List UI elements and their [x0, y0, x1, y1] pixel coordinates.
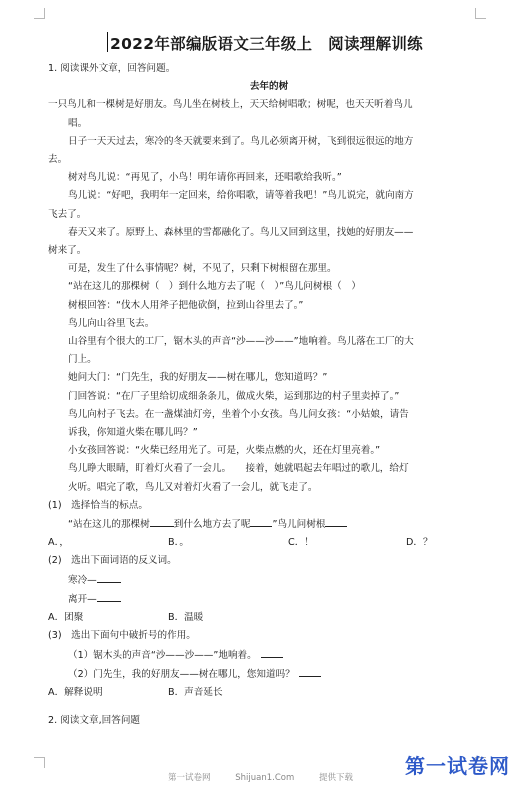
option-b[interactable]: B．。 [168, 537, 189, 549]
antonym-word: 离开— [68, 593, 97, 605]
page-corner-mark [34, 757, 45, 768]
option-row [48, 609, 490, 627]
antonym-word: 寒冷— [68, 574, 97, 586]
page-corner-mark [475, 8, 486, 19]
text-cursor [107, 32, 108, 52]
option-b[interactable]: B．声音延长 [168, 686, 223, 698]
passage-line: 春天又来了。原野上、森林里的雪都融化了。鸟儿又回到这里，找她的好朋友—— [68, 226, 414, 238]
passage-line: “站在这儿的那棵树（ ）到什么地方去了呢（ ）”鸟儿问树根（ ） [68, 281, 361, 293]
passage-line: 火听。唱完了歌，鸟儿又对着灯火看了一会儿，就飞走了。 [68, 481, 318, 493]
passage-line: 树来了。 [48, 245, 87, 257]
passage-title: 去年的树 [249, 81, 289, 93]
sentence-part: 到什么地方去了呢 [173, 519, 251, 531]
passage-line: 可是，发生了什么事情呢？树，不见了，只剩下树根留在那里。 [68, 263, 337, 275]
question-prompt: 1. 阅读课外文章，回答问题。 [48, 63, 176, 74]
passage-line: 鸟儿说：“好吧，我明年一定回来，给你唱歌，请等着我吧！”鸟儿说完，就向南方 [68, 190, 414, 202]
option-a[interactable]: A．， [48, 537, 69, 549]
option-a[interactable]: A．团聚 [48, 612, 84, 624]
footer-item: 提供下载 [318, 773, 353, 783]
subquestion-label: (1) 选择恰当的标点。 [48, 499, 148, 511]
passage-line: 她问大门：“门先生，我的好朋友——树在哪儿，您知道吗？” [68, 372, 328, 384]
option-d[interactable]: D．？ [406, 537, 433, 549]
passage-line: 鸟儿向山谷里飞去。 [68, 317, 155, 329]
passage-line: 门上。 [68, 354, 97, 366]
antonym-item [48, 571, 490, 590]
option-a[interactable]: A．解释说明 [48, 686, 103, 698]
option-row [48, 684, 490, 702]
dash-sentence: （2）门先生，我的好朋友——树在哪儿，您知道吗？ [68, 668, 295, 680]
document-body [48, 60, 490, 730]
page-corner-mark [34, 8, 45, 19]
footer-item: Shijuan1.Com [235, 773, 295, 783]
passage-line: 鸟儿睁大眼睛，盯着灯火看了一会儿。 接着，她就唱起去年唱过的歌儿，给灯 [68, 463, 409, 475]
passage-line: 诉我，你知道火柴在哪儿吗？” [68, 427, 198, 439]
option-row [48, 534, 490, 552]
footer-item: 第一试卷网 [168, 773, 211, 783]
subquestion-label: (2) 选出下面词语的反义词。 [48, 555, 177, 567]
answer-blank[interactable] [261, 646, 283, 658]
passage-line: 一只鸟儿和一棵树是好朋友。鸟儿坐在树枝上，天天给树唱歌；树呢，也天天听着鸟儿 [48, 99, 413, 111]
answer-blank[interactable] [299, 665, 321, 677]
dash-item [48, 665, 490, 684]
passage-line: 门回答说：“在厂子里给切成细条条儿，做成火柴，运到那边的村子里卖掉了。” [68, 390, 400, 402]
passage-line: 唱。 [68, 117, 88, 129]
answer-blank[interactable] [150, 515, 174, 527]
document-title: 2022年部编版语文三年级上 阅读理解训练 [110, 35, 423, 53]
brand-logo-text: 第一试卷网 [405, 754, 510, 778]
answer-blank[interactable] [250, 515, 272, 527]
passage-line: 山谷里有个很大的工厂，锯木头的声音“沙——沙——”地响着。鸟儿落在工厂的大 [68, 336, 414, 348]
question-prompt: 2. 阅读文章,回答问题 [48, 715, 141, 727]
answer-blank[interactable] [97, 571, 121, 583]
passage-line: 日子一天天过去，寒冷的冬天就要来到了。鸟儿必须离开树，飞到很远很远的地方 [68, 135, 414, 147]
sentence-part: “站在这儿的那棵树 [68, 519, 150, 531]
antonym-item [48, 590, 490, 609]
answer-blank[interactable] [325, 515, 347, 527]
dash-item [48, 646, 490, 665]
option-b[interactable]: B．温暖 [168, 612, 204, 624]
dash-sentence: （1）锯木头的声音“沙——沙——”地响着。 [68, 649, 257, 661]
page-footer [168, 771, 375, 783]
passage-line: 鸟儿向村子飞去。在一盏煤油灯旁，坐着个小女孩。鸟儿问女孩：“小姑娘，请告 [68, 408, 409, 420]
answer-blank[interactable] [97, 590, 121, 602]
passage-line: 树对鸟儿说：“再见了，小鸟！明年请你再回来，还唱歌给我听。” [68, 172, 342, 184]
passage-line: 飞去了。 [48, 208, 87, 220]
fill-sentence [48, 515, 490, 534]
passage-line: 去。 [48, 154, 68, 166]
option-c[interactable]: C．！ [288, 537, 314, 549]
passage-line: 小女孩回答说：“火柴已经用光了。可是，火柴点燃的火，还在灯里亮着。” [68, 445, 381, 457]
passage-line: 树根回答：“伐木人用斧子把他砍倒，拉到山谷里去了。” [68, 299, 304, 311]
subquestion-label: (3) 选出下面句中破折号的作用。 [48, 630, 196, 642]
sentence-part: ”鸟儿问树根 [272, 519, 326, 531]
